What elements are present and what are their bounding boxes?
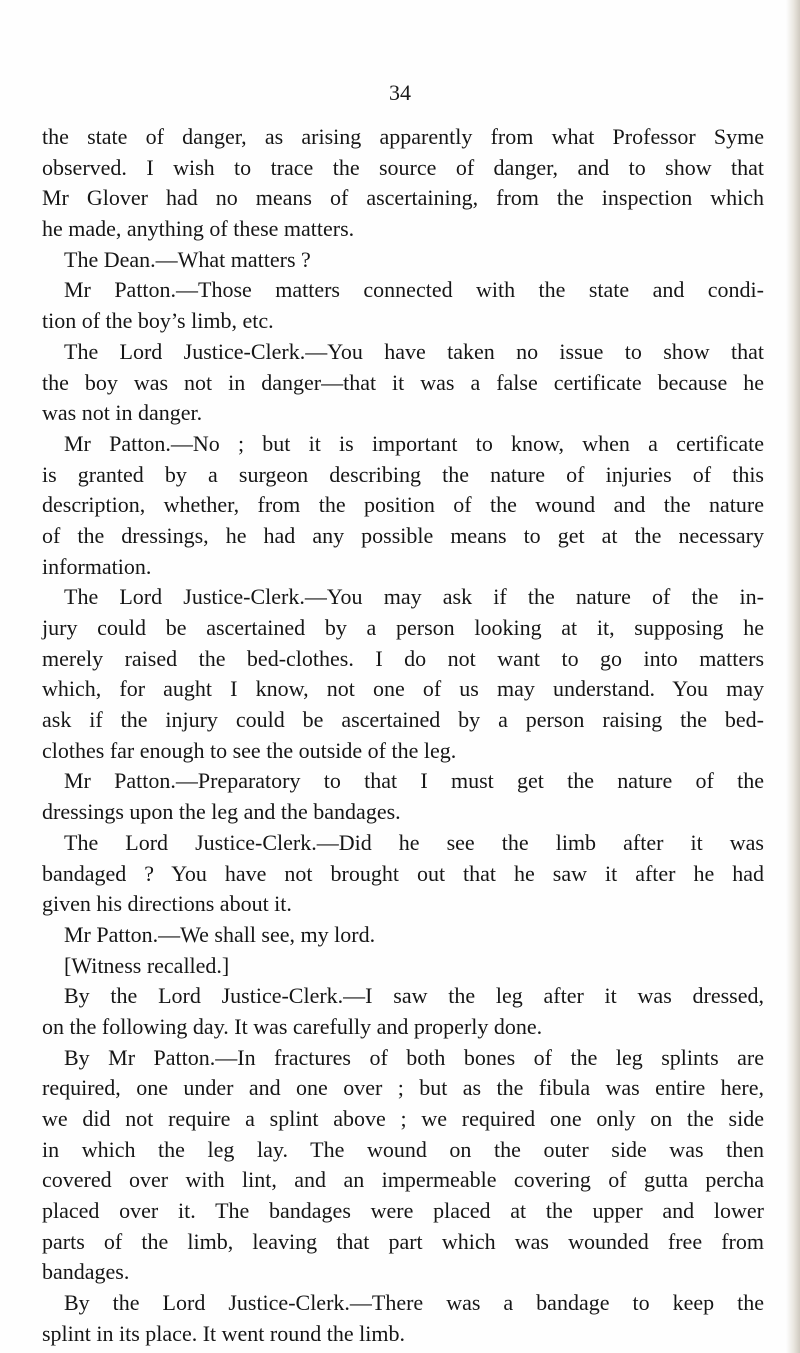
text-line: The Dean.—What matters ? bbox=[64, 246, 311, 272]
text-line: ask if the injury could be ascertained by a person raising the bed- bbox=[42, 707, 764, 733]
text-line: the boy was not in danger—that it was a false certificate because he bbox=[42, 369, 764, 395]
text-line: bandaged ? You have not brought out that he saw it after he had bbox=[42, 860, 764, 886]
text-line: we did not require a splint above ; we required one only on the side bbox=[42, 1106, 764, 1131]
text-line: clothes far enough to see the outside of the leg. bbox=[42, 737, 457, 763]
text-line: required, one under and one over ; but as the fibula was entire here, bbox=[42, 1075, 764, 1101]
text-line: observed. I wish to trace the source of danger, and to show that bbox=[42, 154, 764, 180]
text-line: given his directions about it. bbox=[42, 891, 292, 917]
text-line: is granted by a surgeon describing the nature of injuries of this bbox=[42, 461, 764, 487]
text-line: description, whether, from the position of the wound and the nature bbox=[42, 492, 764, 518]
body-text bbox=[42, 122, 764, 1350]
text-line: covered over with lint, and an impermeable covering of gutta percha bbox=[42, 1167, 764, 1193]
text-line: dressings upon the leg and the bandages. bbox=[42, 799, 401, 825]
text-line: Mr Patton.—We shall see, my lord. bbox=[64, 921, 376, 947]
text-line: information. bbox=[42, 553, 152, 579]
text-line: Mr Patton.—Preparatory to that I must get the nature of the bbox=[64, 768, 764, 794]
page-number: 34 bbox=[389, 80, 411, 105]
text-line: Mr Glover had no means of ascertaining, from the inspection which bbox=[42, 185, 764, 211]
text-line: parts of the limb, leaving that part which was wounded free from bbox=[42, 1228, 764, 1254]
text-line: merely raised the bed-clothes. I do not want to go into matters bbox=[42, 645, 764, 671]
text-line: [Witness recalled.] bbox=[64, 952, 230, 978]
text-line: The Lord Justice-Clerk.—You have taken no issue to show that bbox=[64, 338, 764, 364]
text-line: he made, anything of these matters. bbox=[42, 216, 355, 242]
text-line: The Lord Justice-Clerk.—You may ask if the nature of the in- bbox=[64, 584, 764, 610]
text-line: Mr Patton.—No ; but it is important to know, when a certificate bbox=[64, 430, 764, 456]
text-line: tion of the boy’s limb, etc. bbox=[42, 308, 274, 334]
text-line: splint in its place. It went round the limb. bbox=[42, 1320, 405, 1346]
text-line: placed over it. The bandages were placed at the upper and lower bbox=[42, 1198, 764, 1224]
page-edge-shadow bbox=[786, 0, 800, 1353]
text-line: bandages. bbox=[42, 1259, 130, 1285]
text-line: Mr Patton.—Those matters connected with the state and condi- bbox=[64, 277, 764, 303]
text-line: the state of danger, as arising apparently from what Professor Syme bbox=[42, 124, 764, 149]
text-line: which, for aught I know, not one of us may understand. You may bbox=[42, 676, 764, 702]
text-line: By the Lord Justice-Clerk.—I saw the leg after it was dressed, bbox=[64, 983, 764, 1009]
text-line: The Lord Justice-Clerk.—Did he see the limb after it was bbox=[64, 829, 764, 855]
text-line: in which the leg lay. The wound on the outer side was then bbox=[42, 1136, 764, 1162]
text-line: was not in danger. bbox=[42, 400, 203, 426]
text-line: By the Lord Justice-Clerk.—There was a bandage to keep the bbox=[64, 1290, 764, 1316]
text-line: jury could be ascertained by a person looking at it, supposing he bbox=[42, 615, 764, 640]
text-line: on the following day. It was carefully and properly done. bbox=[42, 1013, 543, 1039]
text-line: By Mr Patton.—In fractures of both bones of the leg splints are bbox=[64, 1044, 764, 1070]
text-line: of the dressings, he had any possible means to get at the necessary bbox=[42, 522, 764, 548]
